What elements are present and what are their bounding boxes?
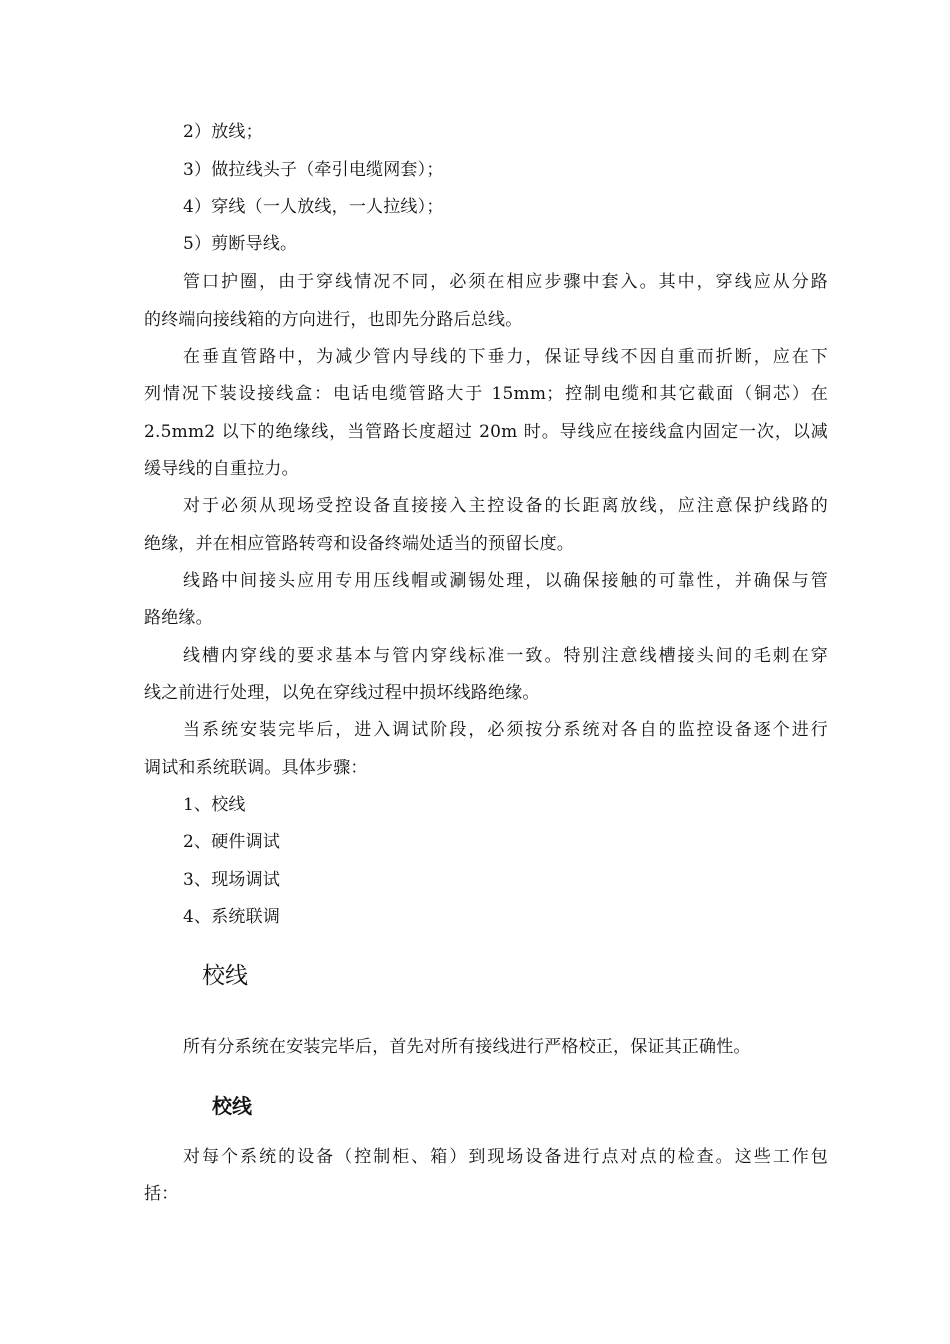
step-item: 5）剪断导线。: [183, 234, 298, 254]
paragraph-line: 的终端向接线箱的方向进行，也即先分路后总线。: [144, 310, 523, 330]
paragraph-line: 对于必须从现场受控设备直接接入主控设备的长距离放线，应注意保护线路的: [183, 496, 828, 516]
paragraph-line: 当系统安装完毕后，进入调试阶段，必须按分系统对各自的监控设备逐个进行: [183, 720, 828, 740]
paragraph-line: 在垂直管路中，为减少管内导线的下垂力，保证导线不因自重而折断，应在下: [183, 347, 828, 367]
paragraph-line: 缓导线的自重拉力。: [144, 459, 299, 479]
paragraph-line: 列情况下装设接线盒：电话电缆管路大于 15mm；控制电缆和其它截面（铜芯）在: [144, 384, 828, 404]
step-item: 4、系统联调: [183, 907, 281, 927]
paragraph-line: 所有分系统在安装完毕后，首先对所有接线进行严格校正，保证其正确性。: [183, 1037, 751, 1057]
section-heading: 校线: [202, 963, 248, 989]
paragraph-line: 2.5mm2 以下的绝缘线，当管路长度超过 20m 时。导线应在接线盒内固定一次，以减: [144, 422, 828, 442]
paragraph-line: 管口护圈，由于穿线情况不同，必须在相应步骤中套入。其中，穿线应从分路: [183, 272, 828, 292]
paragraph-line: 线路中间接头应用专用压线帽或涮锡处理，以确保接触的可靠性，并确保与管: [183, 571, 828, 591]
paragraph-line: 对每个系统的设备（控制柜、箱）到现场设备进行点对点的检查。这些工作包: [183, 1147, 828, 1167]
paragraph-line: 调试和系统联调。具体步骤：: [144, 758, 368, 778]
step-item: 2）放线；: [183, 122, 263, 142]
paragraph-line: 线之前进行处理，以免在穿线过程中损坏线路绝缘。: [144, 683, 540, 703]
paragraph-line: 路绝缘。: [144, 608, 213, 628]
subsection-heading: 校线: [212, 1094, 252, 1118]
paragraph-line: 括：: [144, 1184, 179, 1204]
paragraph-line: 线槽内穿线的要求基本与管内穿线标准一致。特别注意线槽接头间的毛刺在穿: [183, 646, 828, 666]
step-item: 2、硬件调试: [183, 832, 281, 852]
step-item: 1、校线: [183, 795, 246, 815]
step-item: 3）做拉线头子（牵引电缆网套）；: [183, 160, 444, 180]
paragraph-line: 绝缘，并在相应管路转弯和设备终端处适当的预留长度。: [144, 534, 574, 554]
step-item: 3、现场调试: [183, 870, 281, 890]
step-item: 4）穿线（一人放线，一人拉线）；: [183, 197, 444, 217]
